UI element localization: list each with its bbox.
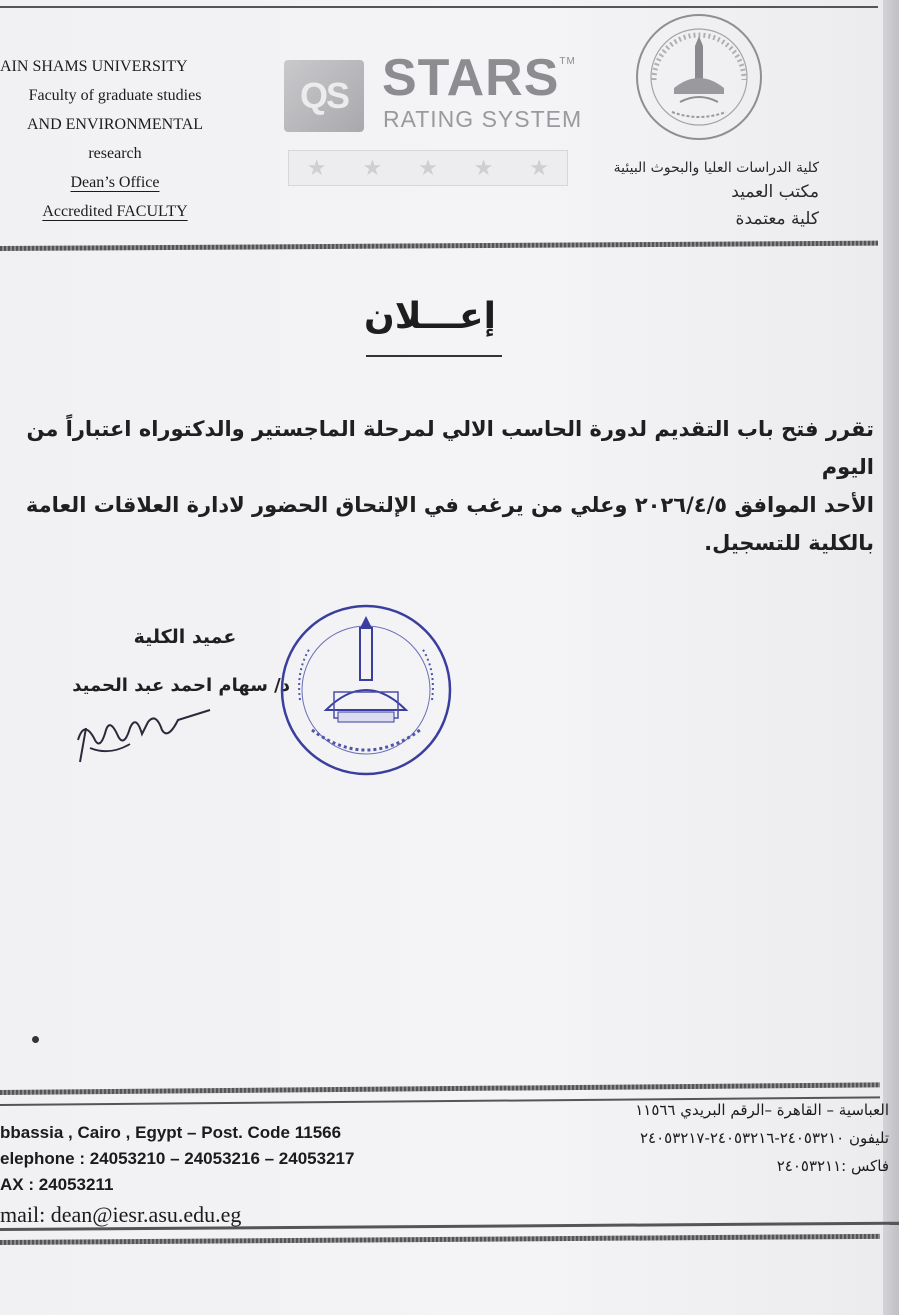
footer-arabic-fax: فاكس :٢٤٠٥٣٢١١ [776,1157,889,1175]
footer-arabic-address: العباسية – القاهرة –الرقم البريدي ١١٥٦٦ [635,1101,889,1119]
footer-address: bbassia , Cairo , Egypt – Post. Code 11566 [0,1123,342,1142]
qs-logo-badge: QS [284,60,364,132]
qs-star-row [288,150,568,186]
arabic-accredited-line: كلية معتمدة [735,209,819,229]
announcement-title: إعـــلان [364,296,496,337]
handwritten-signature-icon [70,700,220,770]
university-name: AIN SHAMS UNIVERSITY [0,58,188,75]
faculty-emblem-icon [632,10,766,144]
announcement-line: الأحد الموافق ٢٠٢٦/٤/٥ وعلي من يرغب في الإلتحاق الحضور لادارة العلاقات العامة [25,493,874,517]
environmental-line: AND ENVIRONMENTAL [26,116,204,133]
faculty-line: Faculty of graduate studies [28,87,202,104]
official-stamp-icon [276,600,456,780]
english-letterhead [0,52,230,226]
announcement-line: تقرر فتح باب التقديم لدورة الحاسب الالي لمرحلة الماجستير والدكتوراه اعتباراً من اليوم [26,417,874,479]
dean-name: د/ سهام احمد عبد الحميد [72,675,290,696]
footer-arabic-telephone: تليفون ٢٤٠٥٣٢١٠-٢٤٠٥٣٢١٦-٢٤٠٥٣٢١٧ [640,1129,889,1147]
top-border-line [0,6,878,8]
dean-title: عميد الكلية [133,626,237,648]
star-icon: ★ [529,155,550,180]
title-underline [366,355,502,357]
star-icon: ★ [306,155,327,180]
footer-arabic [635,1096,889,1180]
announcement-line: بالكلية للتسجيل. [704,531,874,555]
arabic-letterhead [614,158,819,232]
star-icon: ★ [362,155,383,180]
accredited-line: Accredited FACULTY [42,203,188,220]
star-icon: ★ [418,155,438,180]
qs-rating-system: RATING SYSTEM [383,106,583,132]
star-icon: ★ [473,155,494,180]
footer-english [0,1120,354,1228]
deans-office-line: Dean’s Office [70,174,160,191]
footer-telephone: elephone : 24053210 – 24053216 – 24053217 [0,1149,355,1168]
arabic-faculty-line: كلية الدراسات العليا والبحوث البيئية [613,160,819,176]
announcement-body [16,410,874,562]
arabic-deans-office-line: مكتب العميد [731,182,819,202]
footer-email: mail: dean@iesr.asu.edu.eg [0,1202,242,1227]
qs-stars-wordmark: STARS™ [382,49,576,107]
research-line: research [88,145,142,162]
footer-fax: AX : 24053211 [0,1175,114,1194]
